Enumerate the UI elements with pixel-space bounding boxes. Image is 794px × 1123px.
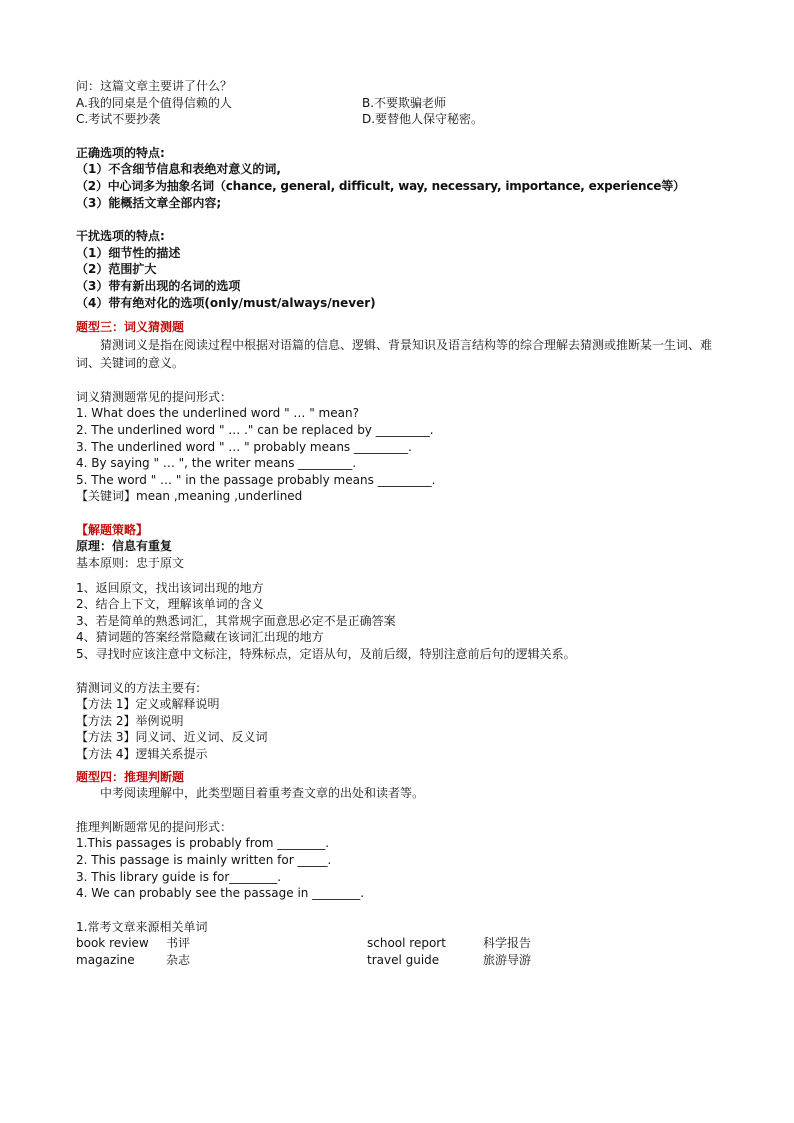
method-item: 【方法 1】定义或解释说明 [76,697,220,712]
vocab-cn: 书评 [166,936,191,951]
correct-feature-item: （1）不含细节信息和表绝对意义的词, [76,162,281,177]
type3-form-item: 5. The word " … " in the passage probably means _________. [76,472,436,487]
question-text: 问：这篇文章主要讲了什么？ [76,79,233,93]
option-a: A.我的同桌是个值得信赖的人 [76,95,232,110]
type3-forms-heading: 词义猜测题常见的提问形式： [76,389,233,404]
method-item: 【方法 4】逻辑关系提示 [76,747,208,761]
option-row [76,95,726,112]
option-b: B.不要欺骗老师 [362,95,447,110]
distractor-feature-item: （1）细节性的描述 [76,245,181,260]
strategy-step: 1、返回原文，找出该词出现的地方 [76,580,264,595]
vocab-row [76,935,726,952]
strategy-basic: 基本原则：忠于原文 [76,556,185,571]
type4-forms-heading: 推理判断题常见的提问形式： [76,819,233,834]
strategy-step: 3、若是简单的熟悉词汇，其常规字面意思必定不是正确答案 [76,613,396,628]
type3-form-item: 3. The underlined word " … " probably means _________. [76,439,412,454]
correct-features-heading: 正确选项的特点: [76,145,165,160]
vocab-heading: 1.常考文章来源相关单词 [76,919,208,934]
type4-form-item: 2. This passage is mainly written for _____. [76,852,332,867]
strategy-title: 【解题策略】 [76,522,149,537]
distractor-features-heading: 干扰选项的特点: [76,229,165,244]
vocab-en: travel guide [367,952,440,967]
option-c: C.考试不要抄袭 [76,112,161,127]
correct-feature-item: （3）能概括文章全部内容; [76,195,222,210]
vocab-cn: 杂志 [166,952,191,967]
type4-intro: 中考阅读理解中，此类型题目着重考查文章的出处和读者等。 [100,786,425,801]
strategy-step: 5、寻找时应该注意中文标注，特殊标点，定语从句，及前后缀，特别注意前后句的逻辑关系。 [76,647,576,662]
strategy-principle: 原理：信息有重复 [76,539,173,554]
option-d: D.要替他人保守秘密。 [362,112,484,127]
type4-form-item: 3. This library guide is for________. [76,869,282,884]
correct-feature-item: （2）中心词多为抽象名词（chance, general, difficult, way, necessary, importance, experience等） [76,178,685,193]
vocab-en: school report [367,936,446,951]
type3-keywords: 【关键词】mean ,meaning ,underlined [76,489,303,504]
type3-form-item: 1. What does the underlined word " … " mean? [76,406,359,421]
vocab-row [76,952,726,969]
type3-intro: 猜测词义是指在阅读过程中根据对语篇的信息、逻辑、背景知识及语言结构等的综合理解去猜测或推断某一生词、难词、关键词的意义。 [76,337,713,370]
section-title-type3: 题型三：词义猜测题 [76,320,185,335]
vocab-cn: 科学报告 [483,936,532,951]
vocab-en: book review [76,936,149,951]
method-item: 【方法 2】举例说明 [76,713,184,728]
option-row [76,111,726,128]
document-page [76,78,726,969]
distractor-feature-item: （3）带有新出现的名词的选项 [76,278,241,293]
type4-form-item: 1.This passages is probably from ________. [76,836,330,851]
type3-form-item: 4. By saying " … ", the writer means _________. [76,456,357,471]
vocab-en: magazine [76,952,135,967]
method-item: 【方法 3】同义词、近义词、反义词 [76,730,268,745]
type4-form-item: 4. We can probably see the passage in ________. [76,886,365,901]
vocab-cn: 旅游导游 [483,952,532,967]
strategy-step: 2、结合上下文，理解该单词的含义 [76,597,264,612]
distractor-feature-item: （2）范围扩大 [76,262,157,277]
distractor-feature-item: （4）带有绝对化的选项(only/must/always/never) [76,295,376,310]
section-title-type4: 题型四：推理判断题 [76,769,185,784]
strategy-step: 4、猜词题的答案经常隐藏在该词汇出现的地方 [76,630,324,645]
type3-form-item: 2. The underlined word " … ." can be replaced by _________. [76,422,434,437]
methods-heading: 猜测词义的方法主要有: [76,680,201,695]
